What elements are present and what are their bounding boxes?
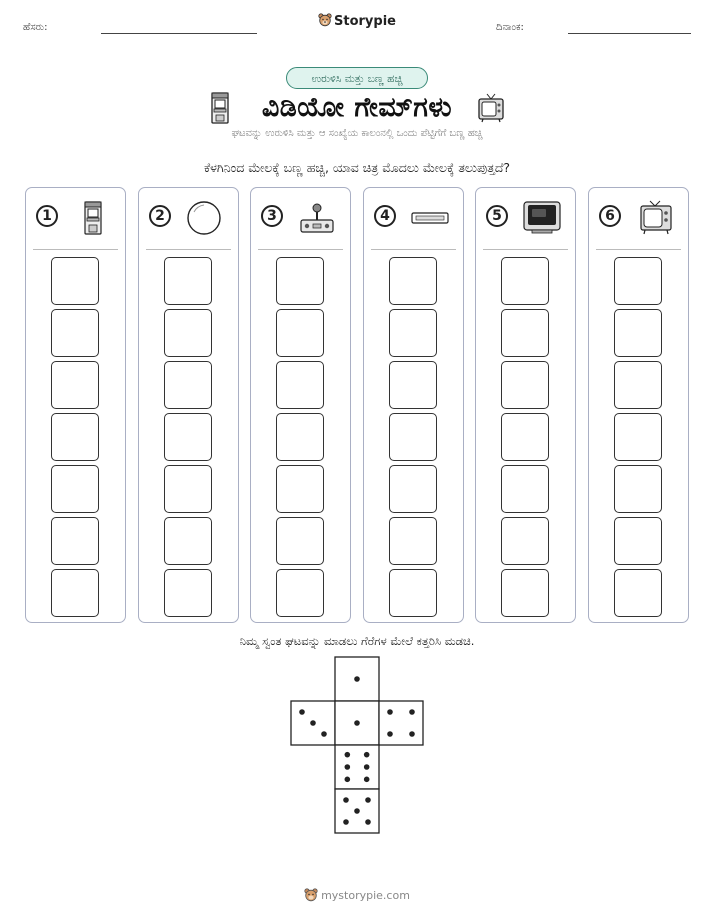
dice-face	[291, 701, 335, 745]
color-box[interactable]	[164, 465, 212, 513]
dice-pip	[409, 731, 415, 737]
footer-url: mystorypie.com	[321, 889, 410, 902]
dice-pip	[354, 676, 360, 682]
color-box[interactable]	[501, 465, 549, 513]
dice-pip	[364, 752, 370, 758]
color-box[interactable]	[389, 309, 437, 357]
crt-monitor-icon	[522, 200, 564, 236]
color-box[interactable]	[164, 569, 212, 617]
column-2	[138, 187, 239, 623]
dice-pip	[321, 731, 327, 737]
dice-pip	[409, 709, 415, 715]
color-box[interactable]	[614, 361, 662, 409]
bear-logo-icon	[318, 13, 332, 27]
color-box[interactable]	[51, 361, 99, 409]
ball-icon	[185, 200, 227, 236]
color-box[interactable]	[276, 309, 324, 357]
bear-logo-icon	[304, 888, 318, 902]
dice-pip	[365, 797, 371, 803]
color-box[interactable]	[164, 257, 212, 305]
column-divider	[483, 249, 568, 250]
color-box[interactable]	[389, 361, 437, 409]
brand-name: Storypie	[334, 14, 396, 29]
color-box[interactable]	[276, 257, 324, 305]
dice-pip	[345, 777, 351, 783]
column-divider	[596, 249, 681, 250]
dice-pip	[365, 819, 371, 825]
dice-net	[290, 656, 426, 836]
dice-pip	[354, 808, 360, 814]
dice-pip	[299, 709, 305, 715]
dice-face	[335, 745, 379, 789]
color-box[interactable]	[164, 309, 212, 357]
color-box[interactable]	[276, 569, 324, 617]
color-box[interactable]	[614, 465, 662, 513]
dice-face	[335, 657, 379, 701]
dice-pip	[387, 709, 393, 715]
dice-face	[335, 789, 379, 833]
color-box[interactable]	[614, 309, 662, 357]
game-cartridge-icon	[410, 200, 452, 236]
column-number: 6	[599, 205, 621, 227]
dice-pip	[343, 819, 349, 825]
column-number: 2	[149, 205, 171, 227]
color-box[interactable]	[501, 257, 549, 305]
color-box[interactable]	[389, 413, 437, 461]
column-1	[25, 187, 126, 623]
joystick-icon	[297, 200, 339, 236]
color-box[interactable]	[276, 413, 324, 461]
column-6	[588, 187, 689, 623]
column-5	[475, 187, 576, 623]
date-label: ದಿನಾಂಕ:	[496, 22, 524, 33]
color-box[interactable]	[614, 569, 662, 617]
column-number: 3	[261, 205, 283, 227]
color-box[interactable]	[51, 465, 99, 513]
column-divider	[33, 249, 118, 250]
dice-instruction: ನಿಮ್ಮ ಸ್ವಂತ ಘಟವನ್ನು ಮಾಡಲು ಗೆರೆಗಳ ಮೇಲೆ ಕತ್ತರಿಸಿ ಮಡಚಿ.	[239, 634, 475, 648]
color-box[interactable]	[51, 309, 99, 357]
date-line	[568, 33, 691, 34]
color-box[interactable]	[501, 413, 549, 461]
color-box[interactable]	[164, 413, 212, 461]
color-box[interactable]	[614, 413, 662, 461]
column-divider	[371, 249, 456, 250]
color-box[interactable]	[389, 465, 437, 513]
dice-face	[379, 701, 423, 745]
color-box[interactable]	[51, 569, 99, 617]
subtitle: ಘಟವನ್ನು ಉರುಳಿಸಿ ಮತ್ತು ಆ ಸಂಖ್ಯೆಯ ಕಾಲಂನಲ್ಲಿ ಒಂದು ಪೆಟ್ಟಿಗೆಗೆ ಬಣ್ಣ ಹಚ್ಚಿ	[231, 128, 483, 139]
color-box[interactable]	[51, 517, 99, 565]
arcade-cabinet-icon	[72, 200, 114, 236]
color-box[interactable]	[501, 309, 549, 357]
dice-pip	[310, 720, 316, 726]
column-number: 4	[374, 205, 396, 227]
dice-pip	[354, 720, 360, 726]
column-3	[250, 187, 351, 623]
question: ಕೆಳಗಿನಿಂದ ಮೇಲಕ್ಕೆ ಬಣ್ಣ ಹಚ್ಚಿ, ಯಾವ ಚಿತ್ರ ಮೊದಲು ಮೇಲಕ್ಕೆ ತಲುಪುತ್ತದೆ?	[203, 160, 511, 175]
column-divider	[146, 249, 231, 250]
retro-tv-icon	[477, 93, 505, 123]
retro-tv-icon	[635, 200, 677, 236]
dice-pip	[345, 752, 351, 758]
dice-pip	[345, 764, 351, 770]
color-box[interactable]	[51, 257, 99, 305]
color-box[interactable]	[276, 361, 324, 409]
color-box[interactable]	[614, 517, 662, 565]
dice-pip	[343, 797, 349, 803]
activity-pill: ಉರುಳಿಸಿ ಮತ್ತು ಬಣ್ಣ ಹಚ್ಚಿ	[286, 67, 428, 89]
color-box[interactable]	[501, 569, 549, 617]
color-box[interactable]	[614, 257, 662, 305]
dice-pip	[364, 777, 370, 783]
column-divider	[258, 249, 343, 250]
column-number: 1	[36, 205, 58, 227]
color-box[interactable]	[164, 361, 212, 409]
name-line	[101, 33, 257, 34]
color-box[interactable]	[276, 517, 324, 565]
color-box[interactable]	[164, 517, 212, 565]
page-title: ವಿಡಿಯೋ ಗೇಮ್‌ಗಳು	[261, 92, 453, 123]
column-4	[363, 187, 464, 623]
color-box[interactable]	[51, 413, 99, 461]
color-box[interactable]	[389, 569, 437, 617]
color-box[interactable]	[501, 517, 549, 565]
color-box[interactable]	[276, 465, 324, 513]
color-box[interactable]	[389, 257, 437, 305]
color-box[interactable]	[501, 361, 549, 409]
footer	[0, 888, 714, 902]
dice-face	[335, 701, 379, 745]
color-box[interactable]	[389, 517, 437, 565]
dice-pip	[364, 764, 370, 770]
name-label: ಹೆಸರು:	[23, 22, 48, 33]
column-number: 5	[486, 205, 508, 227]
brand-logo	[0, 13, 714, 29]
dice-pip	[387, 731, 393, 737]
